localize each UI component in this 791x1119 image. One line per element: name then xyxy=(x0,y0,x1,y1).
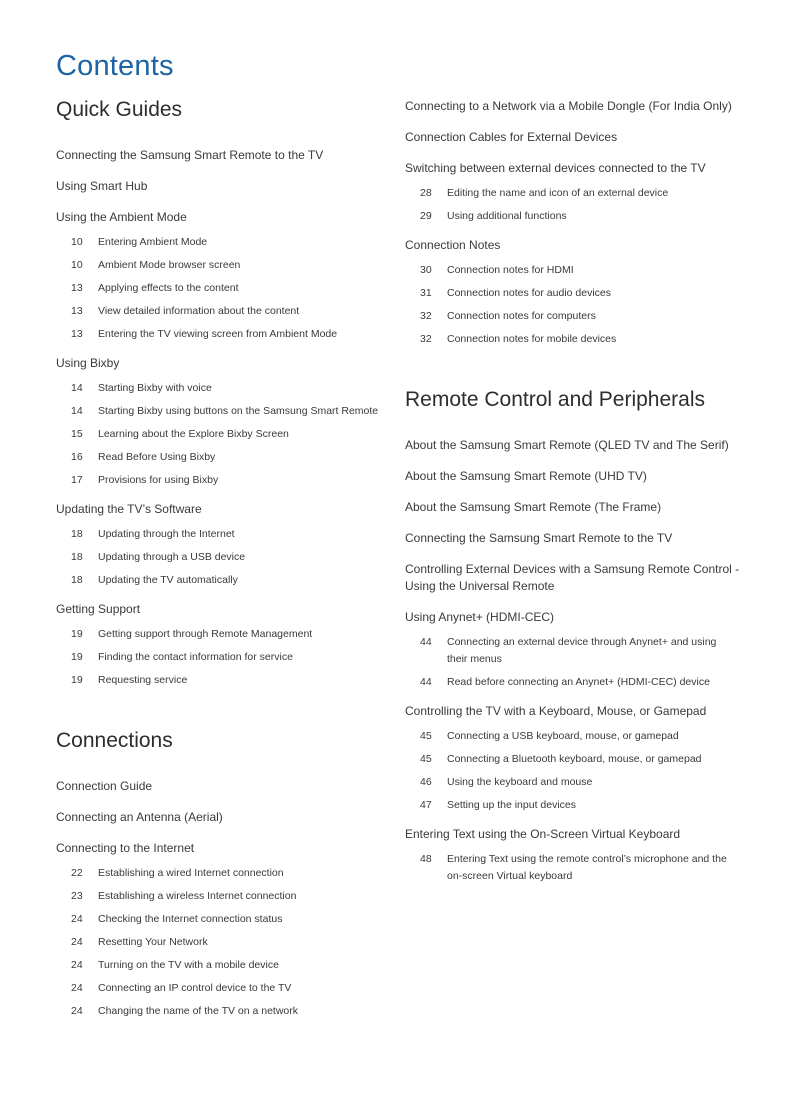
toc-left-column xyxy=(56,96,396,1020)
toc-entry-text: Updating through a USB device xyxy=(98,551,246,563)
toc-chapter[interactable]: Connecting the Samsung Smart Remote to the TV xyxy=(56,148,324,162)
page-number: 24 xyxy=(71,959,83,971)
page-number: 19 xyxy=(71,651,83,663)
toc-entry[interactable] xyxy=(405,674,745,691)
toc-entry-text: Read Before Using Bixby xyxy=(98,451,216,463)
toc-entry-text: Learning about the Explore Bixby Screen xyxy=(98,428,289,440)
toc-entry[interactable] xyxy=(56,549,396,566)
page-number: 45 xyxy=(420,730,432,742)
section-title-connections: Connections xyxy=(56,729,173,752)
page-number: 24 xyxy=(71,1005,83,1017)
toc-entry-text: Using additional functions xyxy=(447,210,567,222)
page-number: 18 xyxy=(71,551,83,563)
page-number: 24 xyxy=(71,936,83,948)
toc-entry[interactable] xyxy=(56,303,396,320)
toc-entry[interactable] xyxy=(56,934,396,951)
page-number: 16 xyxy=(71,451,83,463)
toc-entry-text: Connecting a USB keyboard, mouse, or gamepad xyxy=(447,730,679,742)
page-number: 44 xyxy=(420,636,432,648)
toc-entry[interactable] xyxy=(56,234,396,251)
toc-chapter[interactable] xyxy=(405,561,745,595)
page-number: 13 xyxy=(71,305,83,317)
page-number: 10 xyxy=(71,236,83,248)
toc-chapter[interactable]: Using Smart Hub xyxy=(56,179,148,193)
toc-entry[interactable] xyxy=(405,634,745,668)
toc-entry-text: Editing the name and icon of an external device xyxy=(447,187,669,199)
toc-entry-text: Connection notes for mobile devices xyxy=(447,333,617,345)
page-number: 30 xyxy=(420,264,432,276)
toc-entry[interactable] xyxy=(56,472,396,489)
toc-entry[interactable] xyxy=(405,185,745,202)
toc-entry[interactable] xyxy=(56,888,396,905)
toc-entry[interactable] xyxy=(56,403,396,420)
page-number: 17 xyxy=(71,474,83,486)
toc-entry-text: Connection notes for HDMI xyxy=(447,264,574,276)
page-number: 28 xyxy=(420,187,432,199)
toc-entry-text: Connecting an external device through Anynet+ and using xyxy=(447,636,717,648)
page-number: 31 xyxy=(420,287,432,299)
toc-entry[interactable] xyxy=(405,262,745,279)
toc-entry-text: Read before connecting an Anynet+ (HDMI-CEC) device xyxy=(447,676,710,688)
page-number: 48 xyxy=(420,853,432,865)
toc-entry-text: Connection notes for computers xyxy=(447,310,596,322)
toc-entry[interactable] xyxy=(56,980,396,997)
toc-entry-text: Getting support through Remote Management xyxy=(98,628,313,640)
toc-chapter[interactable]: Connection Cables for External Devices xyxy=(405,130,618,144)
toc-entry[interactable] xyxy=(405,751,745,768)
section-title-quick-guides: Quick Guides xyxy=(56,98,183,121)
page-number: 24 xyxy=(71,913,83,925)
toc-entry[interactable] xyxy=(56,572,396,589)
section-title-remote-control: Remote Control and Peripherals xyxy=(405,388,705,411)
toc-chapter[interactable]: Getting Support xyxy=(56,602,141,616)
toc-entry[interactable] xyxy=(405,774,745,791)
toc-entry[interactable] xyxy=(56,280,396,297)
toc-entry-text: Connection notes for audio devices xyxy=(447,287,612,299)
toc-chapter[interactable]: Updating the TV’s Software xyxy=(56,502,202,516)
toc-entry[interactable] xyxy=(405,797,745,814)
page-number: 22 xyxy=(71,867,83,879)
toc-entry[interactable] xyxy=(56,957,396,974)
toc-entry-text: Updating the TV automatically xyxy=(98,574,238,586)
toc-entry-text: Entering Ambient Mode xyxy=(98,236,208,248)
toc-entry-text: Entering Text using the remote control’s microphone and the xyxy=(447,853,727,865)
page-number: 19 xyxy=(71,628,83,640)
page-number: 32 xyxy=(420,333,432,345)
toc-chapter[interactable]: Using the Ambient Mode xyxy=(56,210,187,224)
toc-entry[interactable] xyxy=(56,672,396,689)
toc-chapter-line: Using the Universal Remote xyxy=(405,579,555,593)
toc-entry-text: Turning on the TV with a mobile device xyxy=(98,959,279,971)
toc-entry[interactable] xyxy=(56,326,396,343)
toc-entry-text: Entering the TV viewing screen from Ambient Mode xyxy=(98,328,338,340)
toc-chapter[interactable]: About the Samsung Smart Remote (UHD TV) xyxy=(405,469,647,483)
page-number: 13 xyxy=(71,328,83,340)
page-number: 14 xyxy=(71,405,83,417)
page-number: 44 xyxy=(420,676,432,688)
toc-entry[interactable] xyxy=(56,649,396,666)
page-number: 18 xyxy=(71,574,83,586)
toc-entry-text: Provisions for using Bixby xyxy=(98,474,219,486)
toc-entry[interactable] xyxy=(56,626,396,643)
toc-entry-text: Checking the Internet connection status xyxy=(98,913,283,925)
toc-right-column xyxy=(405,96,745,885)
toc-entry[interactable] xyxy=(405,851,745,885)
toc-entry-text: Establishing a wired Internet connection xyxy=(98,867,284,879)
page-number: 13 xyxy=(71,282,83,294)
toc-chapter[interactable]: Connecting to a Network via a Mobile Dongle (For India Only) xyxy=(405,99,732,113)
toc-chapter[interactable]: Using Bixby xyxy=(56,356,120,370)
page-number: 18 xyxy=(71,528,83,540)
toc-entry-text: Connecting an IP control device to the TV xyxy=(98,982,292,994)
toc-entry-text: Changing the name of the TV on a network xyxy=(98,1005,299,1017)
toc-entry[interactable] xyxy=(56,257,396,274)
page-number: 47 xyxy=(420,799,432,811)
toc-chapter[interactable]: Switching between external devices connected to the TV xyxy=(405,161,706,175)
page-number: 10 xyxy=(71,259,83,271)
toc-entry[interactable] xyxy=(405,331,745,348)
toc-entry-text: Requesting service xyxy=(98,674,188,686)
toc-chapter[interactable]: Using Anynet+ (HDMI-CEC) xyxy=(405,610,555,624)
toc-chapter[interactable]: Connecting to the Internet xyxy=(56,841,195,855)
toc-chapter[interactable]: Entering Text using the On-Screen Virtual Keyboard xyxy=(405,827,681,841)
toc-entry-text: Resetting Your Network xyxy=(98,936,208,948)
toc-entry[interactable] xyxy=(56,426,396,443)
page-number: 46 xyxy=(420,776,432,788)
page-number: 45 xyxy=(420,753,432,765)
toc-chapter[interactable]: About the Samsung Smart Remote (The Frame) xyxy=(405,500,662,514)
page-number: 32 xyxy=(420,310,432,322)
toc-entry-text: Starting Bixby using buttons on the Samsung Smart Remote xyxy=(98,405,379,417)
toc-entry-text: View detailed information about the content xyxy=(98,305,300,317)
toc-entry-text: Using the keyboard and mouse xyxy=(447,776,593,788)
toc-entry-text: Establishing a wireless Internet connection xyxy=(98,890,297,902)
toc-entry-text: Starting Bixby with voice xyxy=(98,382,212,394)
toc-entry-text: Finding the contact information for service xyxy=(98,651,293,663)
toc-chapter[interactable]: Connecting an Antenna (Aerial) xyxy=(56,810,223,824)
toc-chapter[interactable]: About the Samsung Smart Remote (QLED TV and The Serif) xyxy=(405,438,729,452)
toc-entry-text: Setting up the input devices xyxy=(447,799,577,811)
toc-entry-text: their menus xyxy=(447,653,502,665)
toc-entry[interactable] xyxy=(56,911,396,928)
page-number: 23 xyxy=(71,890,83,902)
toc-entry[interactable] xyxy=(56,1003,396,1020)
toc-entry[interactable] xyxy=(405,208,745,225)
page-number: 15 xyxy=(71,428,83,440)
toc-entry-text: on-screen Virtual keyboard xyxy=(447,870,573,882)
toc-entry-text: Updating through the Internet xyxy=(98,528,235,540)
toc-entry-text: Connecting a Bluetooth keyboard, mouse, or gamepad xyxy=(447,753,702,765)
toc-entry-text: Applying effects to the content xyxy=(98,282,239,294)
toc-entry[interactable] xyxy=(405,285,745,302)
toc-entry[interactable] xyxy=(56,380,396,397)
toc-entry[interactable] xyxy=(405,308,745,325)
page-number: 14 xyxy=(71,382,83,394)
toc-chapter[interactable]: Connection Guide xyxy=(56,779,153,793)
page-title: Contents xyxy=(56,50,174,82)
page-number: 29 xyxy=(420,210,432,222)
toc-chapter-line: Controlling External Devices with a Samsung Remote Control - xyxy=(405,562,740,576)
toc-chapter[interactable]: Controlling the TV with a Keyboard, Mouse, or Gamepad xyxy=(405,704,707,718)
toc-entry[interactable] xyxy=(56,865,396,882)
toc-entry[interactable] xyxy=(405,728,745,745)
page-number: 19 xyxy=(71,674,83,686)
toc-entry-text: Ambient Mode browser screen xyxy=(98,259,241,271)
toc-entry[interactable] xyxy=(56,526,396,543)
toc-chapter[interactable]: Connecting the Samsung Smart Remote to the TV xyxy=(405,531,673,545)
page-number: 24 xyxy=(71,982,83,994)
toc-chapter[interactable]: Connection Notes xyxy=(405,238,501,252)
toc-entry[interactable] xyxy=(56,449,396,466)
